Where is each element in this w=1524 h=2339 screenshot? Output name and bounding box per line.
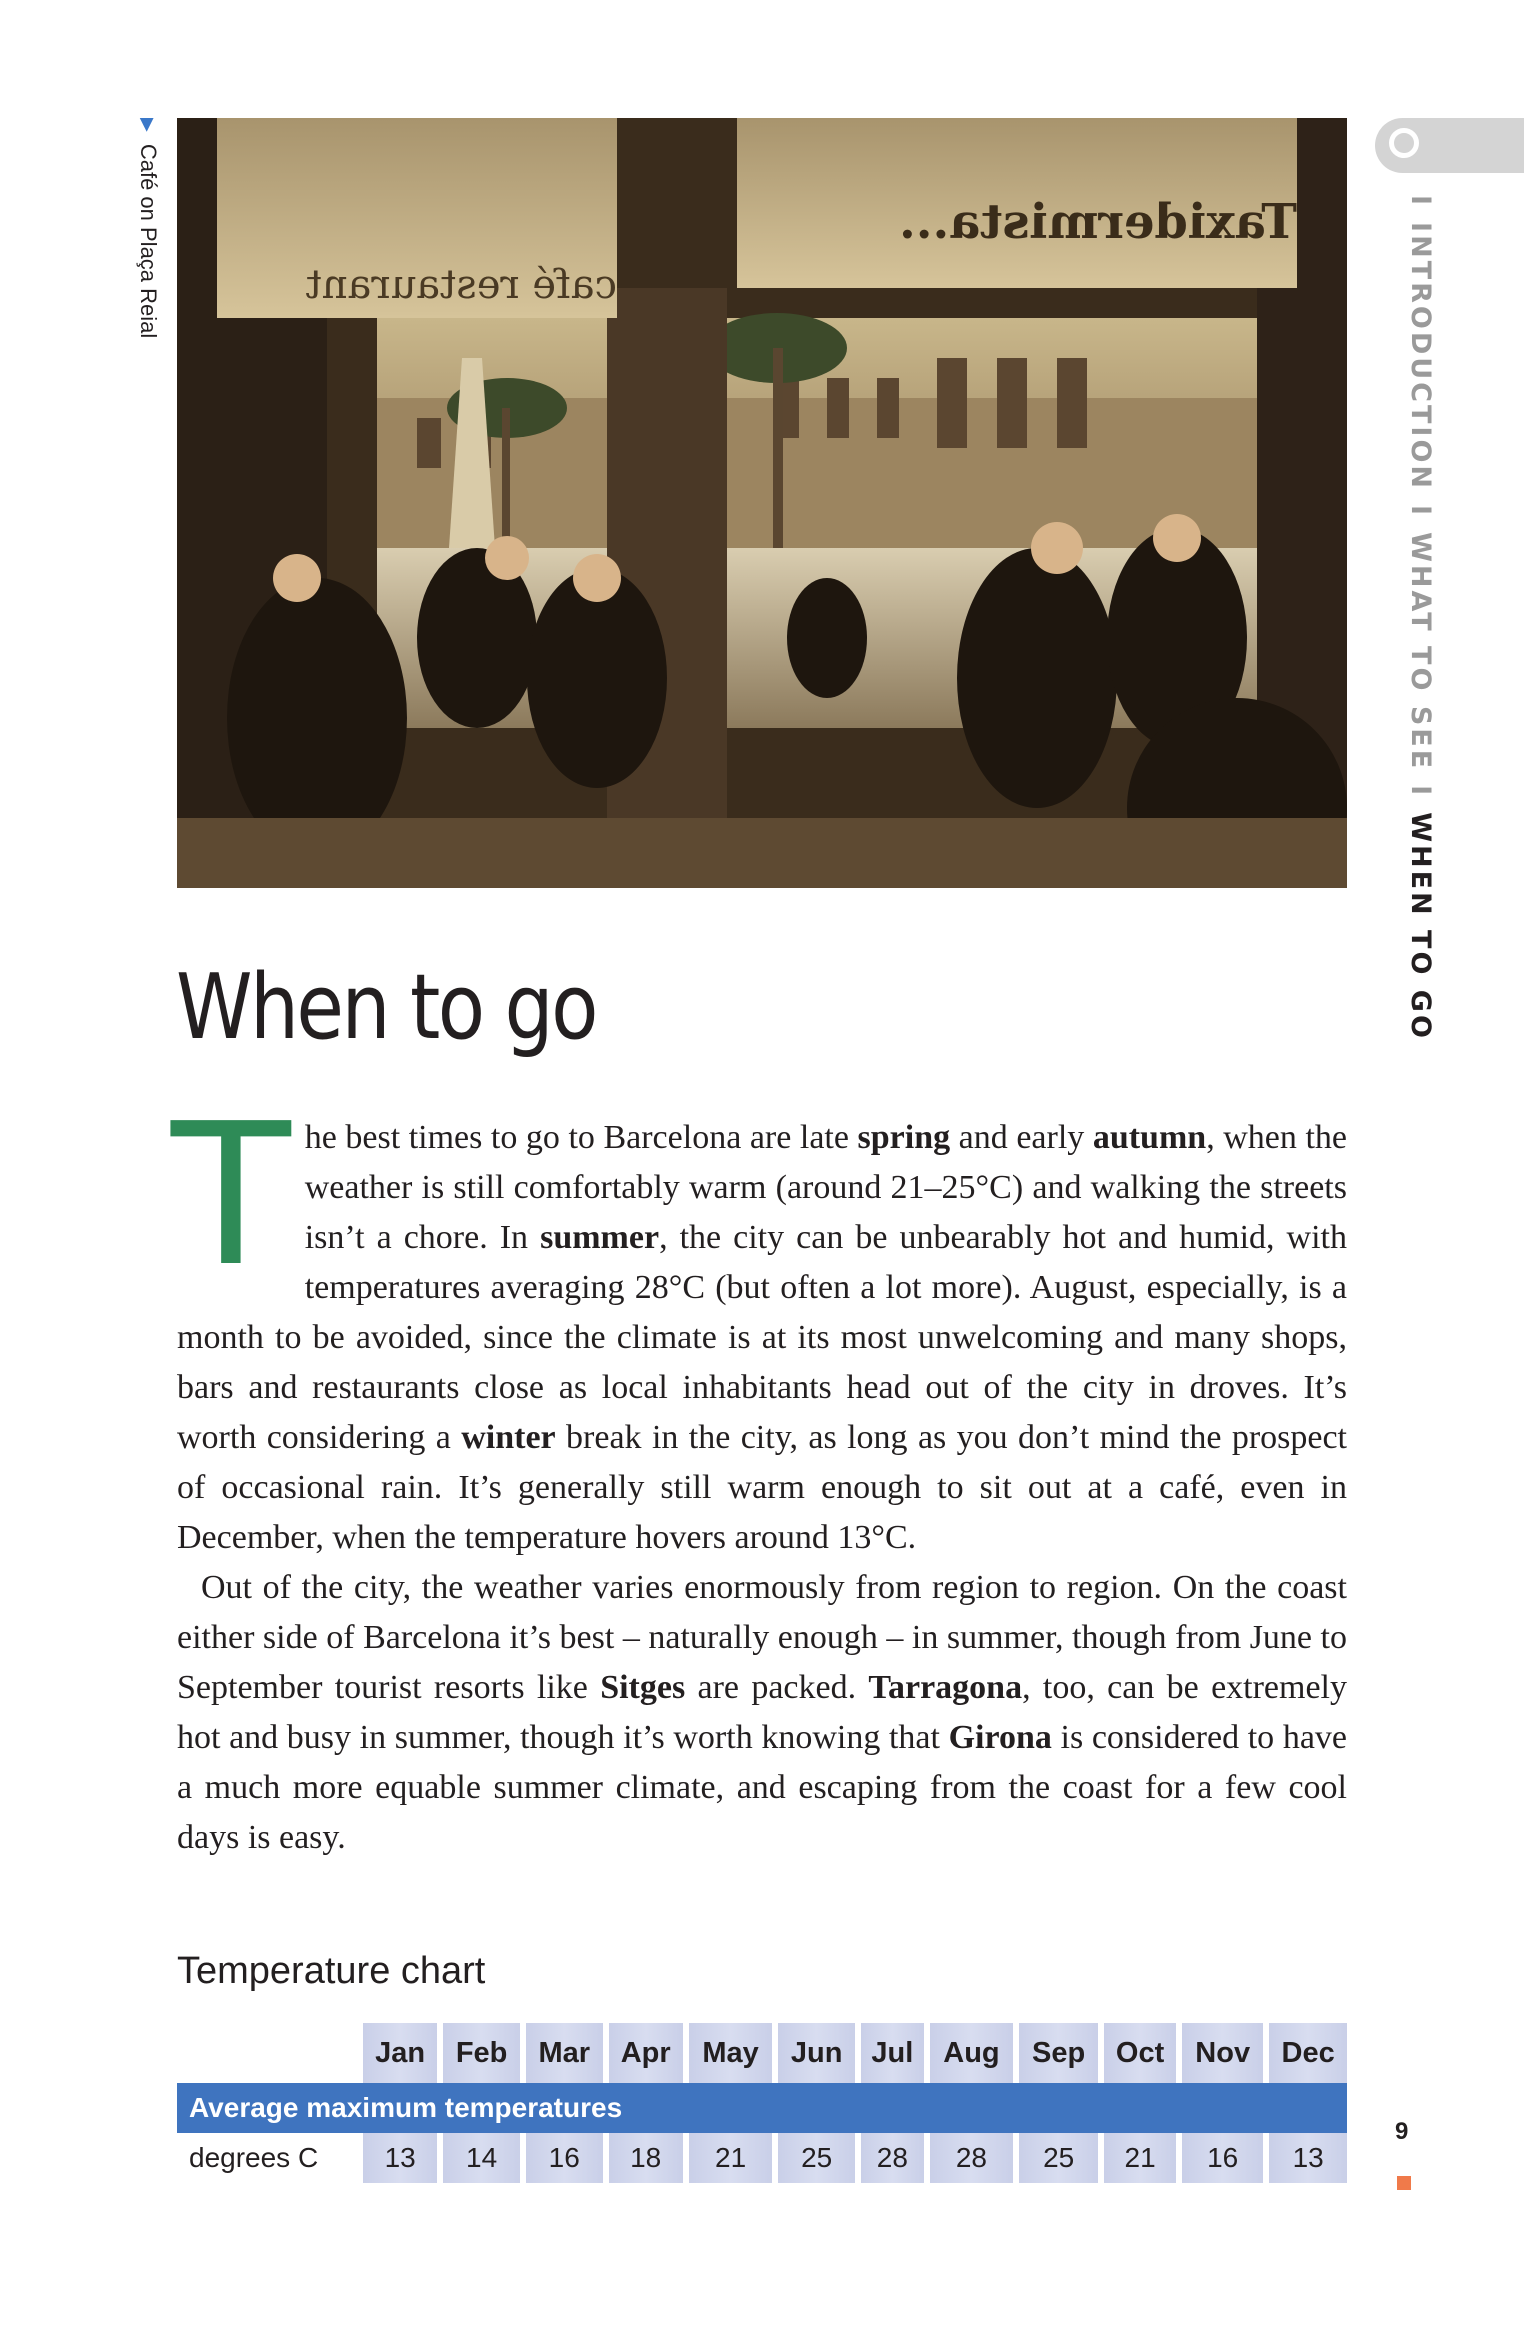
month-header-oct: Oct bbox=[1101, 2023, 1179, 2083]
month-header-mar: Mar bbox=[523, 2023, 606, 2083]
month-header-jul: Jul bbox=[858, 2023, 927, 2083]
page-number: 9 bbox=[1395, 2118, 1409, 2145]
text-run: , when the weather is still comfortably warm (around 21–25°C) and walking the streets isn’t a chore. In bbox=[304, 1119, 1347, 1256]
breadcrumb-item-what-to-see: WHAT TO SEE bbox=[1405, 532, 1436, 772]
temperature-value-aug: 28 bbox=[927, 2133, 1016, 2183]
value-row bbox=[177, 2133, 1347, 2183]
unit-label: degrees C bbox=[177, 2133, 360, 2183]
text-run: , the city can be unbearably hot and humid, with temperatures averaging 28°C (but often a lot more). August, especially, is a month to be avoided, since the climate is at its most unwelcoming and many shops, bars and restaurants close as local inhabitants head out of the city in droves. It’s worth considering a bbox=[177, 1219, 1347, 1456]
chart-title: Temperature chart bbox=[177, 1950, 486, 1992]
month-header-apr: Apr bbox=[606, 2023, 686, 2083]
band-row bbox=[177, 2083, 1347, 2133]
text-run: and early bbox=[950, 1119, 1093, 1156]
temperature-value-jan: 13 bbox=[360, 2133, 440, 2183]
highlight-keyword: spring bbox=[857, 1119, 951, 1156]
caption-text: Café on Plaça Reial bbox=[136, 143, 161, 339]
photo-caption bbox=[135, 118, 165, 398]
awning-left-text: café restaurant bbox=[305, 262, 617, 308]
highlight-keyword: winter bbox=[461, 1419, 556, 1456]
temperature-value-feb: 14 bbox=[440, 2133, 523, 2183]
article-body bbox=[171, 1082, 1348, 1863]
temperature-value-dec: 13 bbox=[1266, 2133, 1347, 2183]
temperature-value-jun: 25 bbox=[775, 2133, 858, 2183]
paragraph-1-text bbox=[177, 1119, 1347, 1556]
month-header-jan: Jan bbox=[360, 2023, 440, 2083]
highlight-keyword: autumn bbox=[1092, 1119, 1207, 1156]
breadcrumb-current: WHEN TO GO bbox=[1405, 812, 1436, 1041]
highlight-keyword: Tarragona bbox=[868, 1669, 1023, 1706]
month-header-jun: Jun bbox=[775, 2023, 858, 2083]
highlight-keyword: Girona bbox=[948, 1719, 1052, 1756]
highlight-keyword: summer bbox=[540, 1219, 660, 1256]
temperature-value-jul: 28 bbox=[858, 2133, 927, 2183]
temperature-table bbox=[177, 2023, 1347, 2183]
breadcrumb bbox=[1400, 195, 1440, 1041]
text-run: break in the city, as long as you don’t mind the prospect of occasional rain. It’s generally still warm enough to sit out at a café, even in December, when the temperature hovers around 13°C. bbox=[177, 1419, 1348, 1556]
month-header-nov: Nov bbox=[1179, 2023, 1266, 2083]
temperature-value-apr: 18 bbox=[606, 2133, 686, 2183]
month-header-aug: Aug bbox=[927, 2023, 1016, 2083]
text-run: are packed. bbox=[685, 1669, 869, 1706]
text-run: is considered to have a much more equable summer climate, and escaping from the coast for a few cool days is easy. bbox=[177, 1719, 1348, 1856]
temperature-value-oct: 21 bbox=[1101, 2133, 1179, 2183]
paragraph-2-text bbox=[177, 1569, 1347, 1856]
caption-triangle-icon: ▶ bbox=[138, 118, 159, 132]
temperature-value-mar: 16 bbox=[523, 2133, 606, 2183]
breadcrumb-separator: I bbox=[1405, 785, 1436, 799]
drop-cap: T bbox=[171, 1082, 291, 1310]
text-run: Out of the city, the weather varies enormously from region to region. On the coast either side of Barcelona it’s best – naturally enough – in summer, though from June to September tourist resorts like bbox=[177, 1569, 1347, 1706]
cafe-photo bbox=[177, 118, 1347, 888]
circle-icon bbox=[1389, 128, 1419, 158]
awning-right-text: Taxidermista... bbox=[899, 194, 1297, 250]
month-header-may: May bbox=[686, 2023, 776, 2083]
temperature-value-sep: 25 bbox=[1016, 2133, 1101, 2183]
paragraph-2 bbox=[177, 1563, 1347, 1863]
month-header-feb: Feb bbox=[440, 2023, 523, 2083]
text-run: , too, can be extremely hot and busy in summer, though it’s worth knowing that bbox=[177, 1669, 1347, 1756]
month-header-dec: Dec bbox=[1266, 2023, 1347, 2083]
breadcrumb-separator: I bbox=[1405, 505, 1436, 519]
breadcrumb-separator: I bbox=[1405, 195, 1436, 209]
page-marker-square bbox=[1397, 2176, 1411, 2190]
temperature-value-may: 21 bbox=[686, 2133, 776, 2183]
band-label: Average maximum temperatures bbox=[177, 2083, 1347, 2133]
text-run: he best times to go to Barcelona are late bbox=[304, 1119, 858, 1156]
page-title: When to go bbox=[176, 955, 596, 1060]
temperature-value-nov: 16 bbox=[1179, 2133, 1266, 2183]
header-blank-cell bbox=[177, 2023, 360, 2083]
breadcrumb-item-introduction: INTRODUCTION bbox=[1405, 222, 1436, 492]
month-header-sep: Sep bbox=[1016, 2023, 1101, 2083]
section-tab bbox=[1375, 118, 1524, 173]
paragraph-1 bbox=[171, 1082, 1348, 1563]
highlight-keyword: Sitges bbox=[600, 1669, 686, 1706]
month-header-row bbox=[177, 2023, 1347, 2083]
